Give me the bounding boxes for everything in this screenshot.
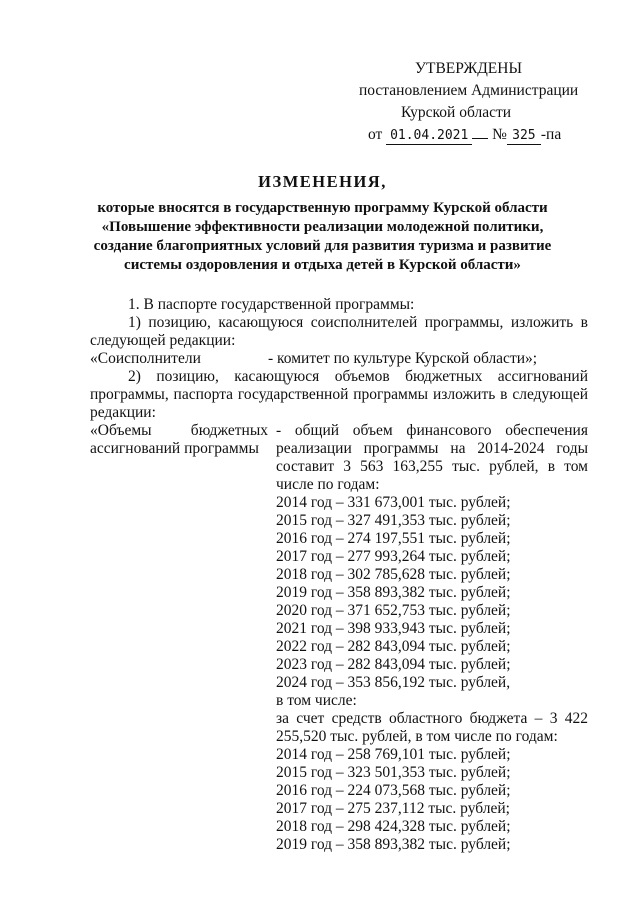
year-regional-2014: 2014 год – 258 769,101 тыс. рублей; (276, 746, 511, 763)
paragraph-2: 1) позицию, касающуюся соисполнителей программы, изложить в следующей редакции: (90, 314, 588, 349)
from-label: от (368, 126, 383, 143)
coexecutors-value: - комитет по культуре Курской области»; (268, 350, 538, 367)
year-total-2014: 2014 год – 331 673,001 тыс. рублей; (276, 494, 511, 511)
year-total-2022: 2022 год – 282 843,094 тыс. рублей; (276, 638, 511, 655)
funding-table (90, 422, 588, 854)
year-total-2024: 2024 год – 353 856,192 тыс. рублей, (276, 674, 511, 691)
decree-date: 01.04.2021 (386, 128, 472, 145)
including-label: в том числе: (276, 692, 357, 709)
approval-region: Курской области (401, 104, 512, 121)
year-total-2019: 2019 год – 358 893,382 тыс. рублей; (276, 584, 511, 601)
approval-block (355, 58, 585, 146)
date-underline-gap (472, 138, 488, 139)
number-suffix: -па (540, 126, 562, 143)
document-title (60, 172, 585, 275)
approval-by: постановлением Администрации (359, 82, 579, 99)
year-total-2017: 2017 год – 277 993,264 тыс. рублей; (276, 548, 511, 565)
year-total-2015: 2015 год – 327 491,353 тыс. рублей; (276, 512, 511, 529)
year-regional-2015: 2015 год – 323 501,353 тыс. рублей; (276, 764, 511, 781)
title-line-4: системы оздоровления и отдыха детей в Курской области» (124, 257, 521, 273)
document-body (90, 296, 588, 854)
year-regional-2019: 2019 год – 358 893,382 тыс. рублей; (276, 836, 511, 853)
title-line-3: создание благоприятных условий для развития туризма и развитие (93, 238, 552, 254)
year-regional-2017: 2017 год – 275 237,112 тыс. рублей; (276, 800, 510, 817)
year-total-2021: 2021 год – 398 933,943 тыс. рублей; (276, 620, 511, 637)
year-regional-2016: 2016 год – 224 073,568 тыс. рублей; (276, 782, 511, 799)
funding-details (276, 422, 588, 854)
paragraph-3: 2) позицию, касающуюся объемов бюджетных ассигнований программы, паспорта государственной программы изложить в следующей редакции: (90, 368, 588, 421)
regional-budget: за счет средств областного бюджета – 3 422 255,520 тыс. рублей, в том числе по годам: (276, 710, 588, 745)
funding-summary: - общий объем финансового обеспечения реализации программы на 2014-2024 годы составит 3 563 163,255 тыс. рублей, в том числе по годам: (276, 422, 588, 493)
funding-label: «Объемы бюджетных ассигнований программы (90, 422, 268, 457)
coexecutors-label: «Соисполнители (90, 350, 201, 367)
title-line-1: которые вносятся в государственную программу Курской области (97, 200, 548, 216)
number-label: № (492, 126, 507, 143)
year-regional-2018: 2018 год – 298 424,328 тыс. рублей; (276, 818, 511, 835)
title-line-2: «Повышение эффективности реализации молодежной политики, (101, 219, 544, 235)
approval-title: УТВЕРЖДЕНЫ (415, 60, 522, 77)
paragraph-1: 1. В паспорте государственной программы: (128, 296, 415, 313)
coexecutors-row (90, 350, 588, 368)
year-total-2020: 2020 год – 371 652,753 тыс. рублей; (276, 602, 511, 619)
title-heading: ИЗМЕНЕНИЯ, (258, 172, 387, 191)
decree-number: 325 (507, 128, 541, 145)
approval-date-line (355, 124, 585, 146)
year-total-2016: 2016 год – 274 197,551 тыс. рублей; (276, 530, 511, 547)
year-total-2023: 2023 год – 282 843,094 тыс. рублей; (276, 656, 511, 673)
year-total-2018: 2018 год – 302 785,628 тыс. рублей; (276, 566, 511, 583)
